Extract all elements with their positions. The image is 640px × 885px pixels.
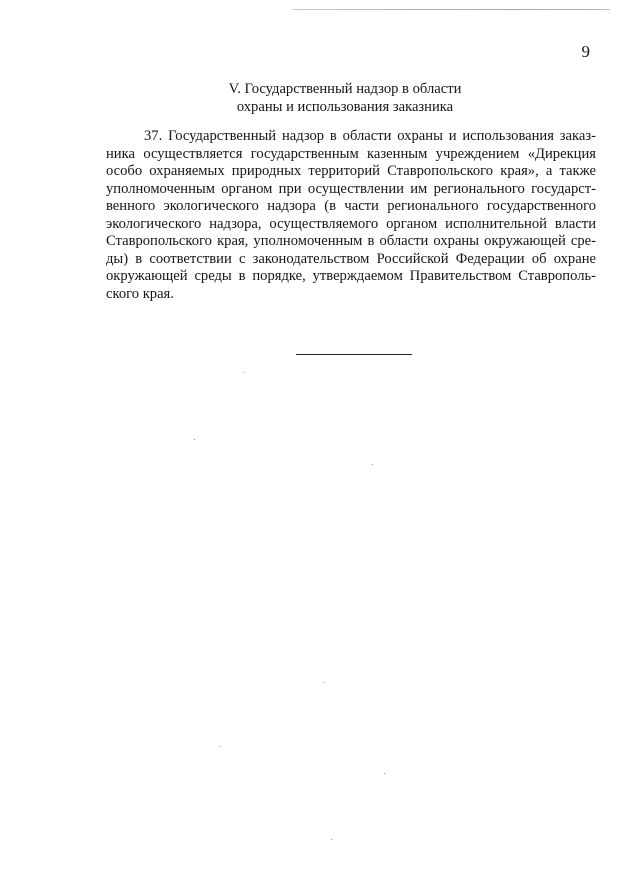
end-separator-line — [296, 354, 412, 355]
paragraph-line: особо охраняемых природных территорий Ставропольского края», а также — [106, 163, 596, 180]
scan-speck — [220, 746, 221, 747]
scan-speck — [384, 773, 385, 774]
section-heading-line-2: охраны и использования заказника — [236, 99, 454, 115]
paragraph-line: ды) в соответствии с законодательством Российской Федерации об охране — [106, 250, 596, 267]
paragraph-line: ского края. — [106, 285, 174, 302]
scan-speck — [331, 839, 332, 840]
scan-edge-line — [292, 9, 610, 10]
scan-speck — [243, 372, 244, 373]
scan-speck — [323, 682, 324, 683]
paragraph-37 — [106, 128, 596, 303]
paragraph-line: венного экологического надзора (в части регионального государственного — [106, 198, 596, 215]
paragraph-line: ника осуществляется государственным казенным учреждением «Дирекция — [106, 145, 596, 162]
paragraph-line: 37. Государственный надзор в области охраны и использования заказ- — [144, 128, 596, 144]
paragraph-line: Ставропольского края, уполномоченным в области охраны окружающей сре- — [106, 233, 596, 250]
section-heading-line-1: V. Государственный надзор в области — [228, 81, 462, 97]
scan-speck — [194, 439, 195, 440]
page-number: 9 — [581, 42, 590, 61]
paragraph-line: окружающей среды в порядке, утверждаемом Правительством Ставрополь- — [106, 268, 596, 285]
paragraph-line: экологического надзора, осуществляемого органом исполнительной власти — [106, 215, 596, 232]
scan-speck — [372, 464, 373, 465]
paragraph-line: уполномоченным органом при осуществлении им регионального государст- — [106, 180, 596, 197]
section-heading — [106, 80, 584, 116]
